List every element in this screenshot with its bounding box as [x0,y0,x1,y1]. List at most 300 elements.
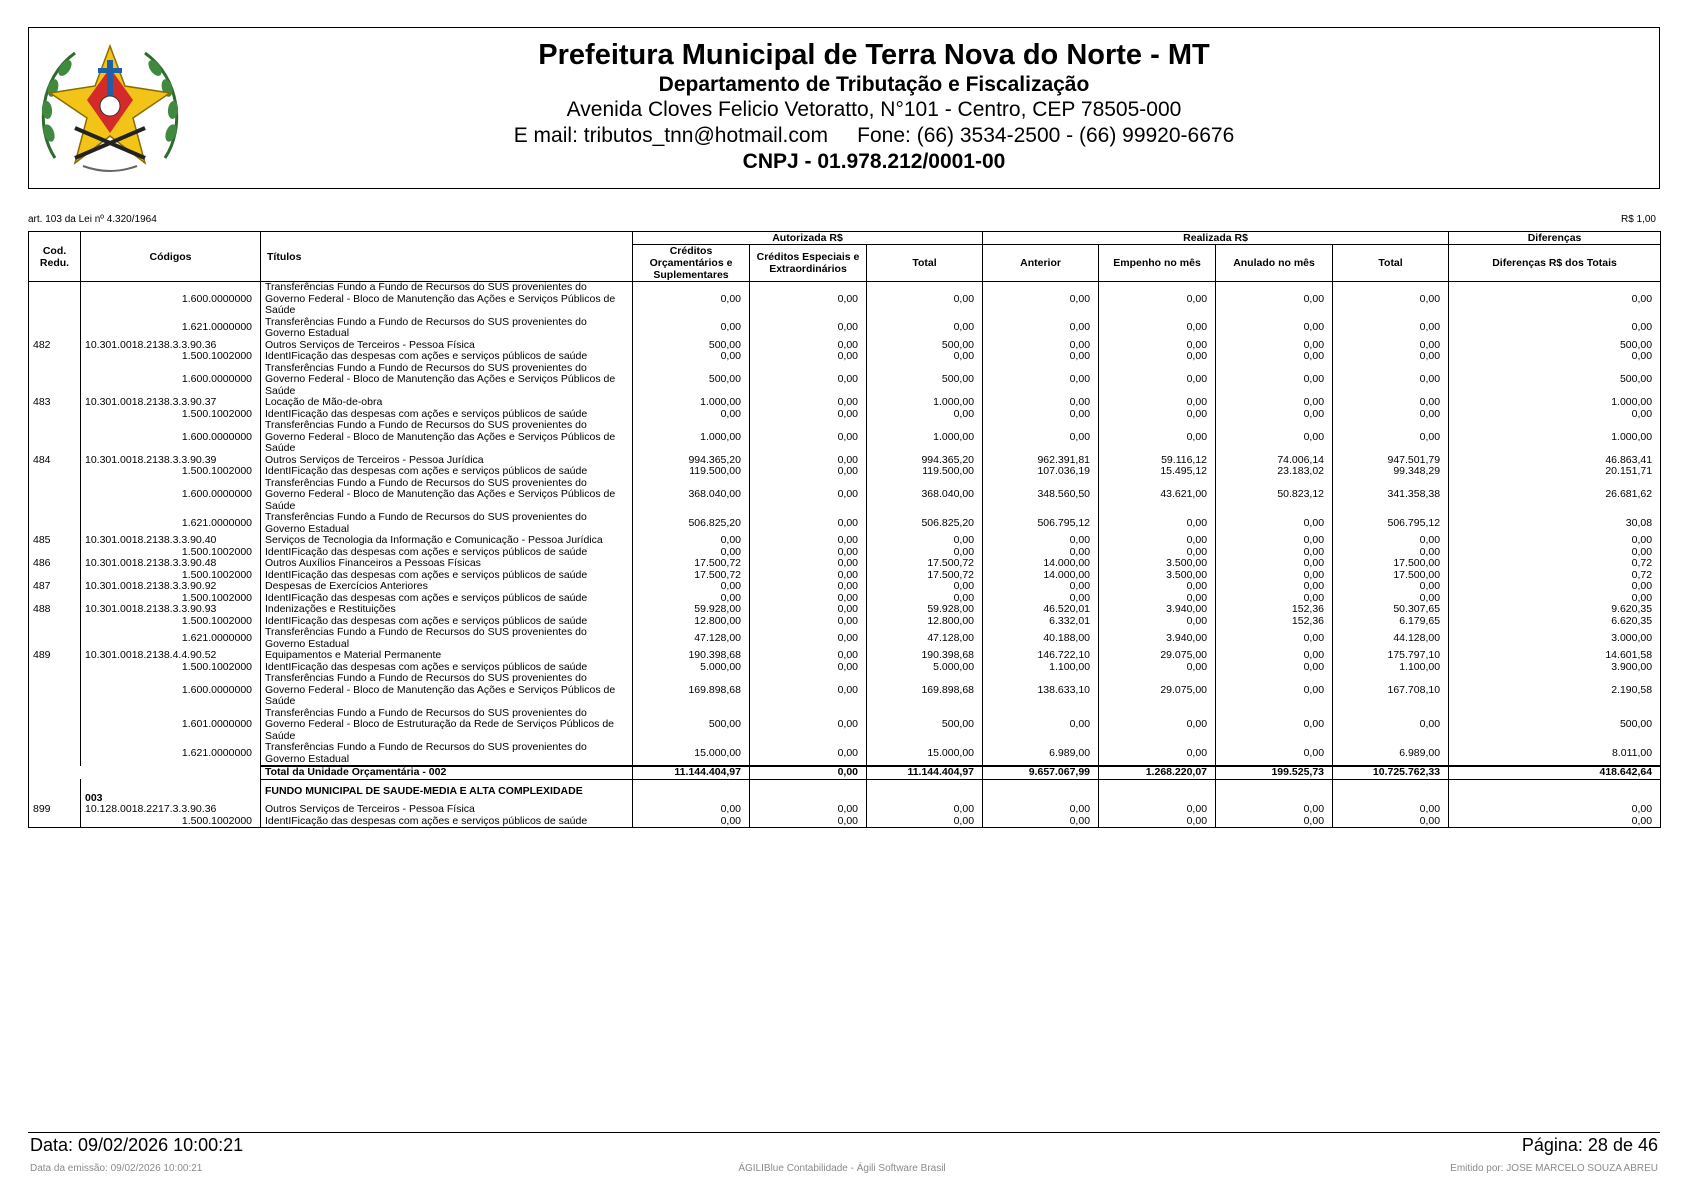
value-cell: 46.863,41 [1449,455,1661,467]
value-cell: 46.520,01 [983,604,1099,616]
value-cell: 0,72 [1449,570,1661,582]
value-cell: 0,00 [983,397,1099,409]
value-cell: 0,00 [983,816,1099,828]
value-cell: 1.100,00 [1333,662,1449,674]
value-cell: 0,00 [1449,535,1661,547]
value-cell: 59.116,12 [1099,455,1216,467]
cod-redu: 485 [29,535,81,547]
value-cell: 1.000,00 [633,420,750,455]
cod-redu: 484 [29,455,81,467]
total-value: 11.144.404,97 [867,766,983,779]
table-body-continued [29,804,1661,828]
value-cell: 15.000,00 [867,742,983,766]
value-cell: 0,00 [633,547,750,559]
value-cell: 3.500,00 [1099,570,1216,582]
cod-redu [29,409,81,421]
account-code: 1.500.1002000 [81,570,261,582]
account-code: 1.600.0000000 [81,673,261,708]
value-cell: 0,00 [1216,535,1333,547]
table-row [29,351,1661,363]
account-code: 1.500.1002000 [81,816,261,828]
table-row [29,512,1661,535]
table-row [29,673,1661,708]
value-cell: 506.825,20 [633,512,750,535]
cod-redu: 487 [29,581,81,593]
value-cell: 0,00 [1449,351,1661,363]
value-cell: 0,00 [983,351,1099,363]
value-cell: 0,00 [750,466,867,478]
account-title: Locação de Mão-de-obra [261,397,633,409]
value-cell: 0,00 [1333,340,1449,352]
value-cell: 0,00 [1216,547,1333,559]
value-cell: 0,00 [1099,512,1216,535]
account-title: Despesas de Exercícios Anteriores [261,581,633,593]
value-cell: 0,00 [750,535,867,547]
value-cell: 500,00 [1449,363,1661,398]
account-code: 1.621.0000000 [81,317,261,340]
value-cell: 14.601,58 [1449,650,1661,662]
account-title: Outros Serviços de Terceiros - Pessoa Física [261,804,633,816]
cod-redu [29,627,81,650]
value-cell: 26.681,62 [1449,478,1661,513]
account-title: Serviços de Tecnologia da Informação e Comunicação - Pessoa Jurídica [261,535,633,547]
account-title: IdentIFicação das despesas com ações e serviços públicos de saúde [261,351,633,363]
value-cell: 500,00 [867,340,983,352]
value-cell: 1.000,00 [867,420,983,455]
value-cell: 0,00 [633,804,750,816]
value-cell: 0,00 [750,478,867,513]
table-row [29,650,1661,662]
value-cell: 3.000,00 [1449,627,1661,650]
value-cell: 0,00 [750,581,867,593]
value-cell: 6.332,01 [983,616,1099,628]
account-code: 1.601.0000000 [81,708,261,743]
cod-redu [29,317,81,340]
account-title: IdentIFicação das despesas com ações e serviços públicos de saúde [261,616,633,628]
table-row [29,816,1661,828]
value-cell: 47.128,00 [633,627,750,650]
account-title: Transferências Fundo a Fundo de Recursos do SUS provenientes do Governo Estadual [261,627,633,650]
account-title: IdentIFicação das despesas com ações e serviços públicos de saúde [261,593,633,605]
value-cell: 0,00 [1216,282,1333,317]
value-cell: 0,00 [1333,816,1449,828]
value-cell: 3.940,00 [1099,604,1216,616]
value-cell: 962.391,81 [983,455,1099,467]
col-cod: Cod. Redu. [29,232,81,282]
value-cell: 44.128,00 [1333,627,1449,650]
value-cell: 0,00 [750,627,867,650]
cod-redu [29,616,81,628]
col-total-realizada: Total [1333,245,1449,282]
value-cell: 0,00 [867,282,983,317]
value-cell: 341.358,38 [1333,478,1449,513]
col-creditos-especiais: Créditos Especiais e Extraordinários [750,245,867,282]
budget-table [28,231,1661,828]
value-cell: 0,00 [633,282,750,317]
value-cell: 0,00 [983,409,1099,421]
value-cell: 0,72 [1449,558,1661,570]
value-cell: 1.000,00 [867,397,983,409]
value-cell: 0,00 [1216,409,1333,421]
value-cell: 0,00 [1216,570,1333,582]
cod-redu [29,816,81,828]
value-cell: 0,00 [1099,593,1216,605]
value-cell: 0,00 [1333,282,1449,317]
unit-title: FUNDO MUNICIPAL DE SAUDE-MEDIA E ALTA COMPLEXIDADE [261,779,633,804]
value-cell: 17.500,72 [633,570,750,582]
total-value: 418.642,64 [1449,766,1661,779]
value-cell: 0,00 [1333,547,1449,559]
account-title: IdentIFicação das despesas com ações e serviços públicos de saúde [261,547,633,559]
table-header [29,232,1661,282]
value-cell: 0,00 [1216,708,1333,743]
footer-emission-date: Data da emissão: 09/02/2026 10:00:21 [30,1163,203,1174]
value-cell: 0,00 [1099,363,1216,398]
table-row [29,397,1661,409]
value-cell: 0,00 [1216,340,1333,352]
value-cell: 0,00 [1333,581,1449,593]
table-row [29,478,1661,513]
account-title: IdentIFicação das despesas com ações e serviços públicos de saúde [261,570,633,582]
value-cell: 12.800,00 [633,616,750,628]
account-title: Transferências Fundo a Fundo de Recursos do SUS provenientes do Governo Federal - Bloco de Manutenção das Ações e Serviços Públicos de Saúde [261,363,633,398]
value-cell: 0,00 [1333,708,1449,743]
value-cell: 0,00 [750,420,867,455]
value-cell: 0,00 [1216,662,1333,674]
value-cell: 0,00 [750,351,867,363]
cod-redu [29,662,81,674]
value-cell: 190.398,68 [633,650,750,662]
value-cell: 169.898,68 [867,673,983,708]
unit-code: 003 [81,779,261,804]
value-cell: 17.500,72 [867,558,983,570]
account-code: 10.301.0018.2138.3.3.90.48 [81,558,261,570]
value-cell: 0,00 [1216,804,1333,816]
value-cell: 169.898,68 [633,673,750,708]
value-cell: 1.000,00 [1449,420,1661,455]
value-cell: 0,00 [1333,351,1449,363]
table-row [29,282,1661,317]
value-cell: 3.900,00 [1449,662,1661,674]
table-row [29,627,1661,650]
value-cell: 0,00 [1216,512,1333,535]
value-cell: 0,00 [1099,397,1216,409]
account-title: Transferências Fundo a Fundo de Recursos do SUS provenientes do Governo Estadual [261,512,633,535]
value-cell: 0,00 [750,340,867,352]
value-cell: 0,00 [1449,816,1661,828]
cod-redu [29,351,81,363]
value-cell: 17.500,00 [1333,570,1449,582]
account-code: 10.301.0018.2138.3.3.90.39 [81,455,261,467]
table-total [29,766,1661,804]
cod-redu [29,363,81,398]
value-cell: 0,00 [867,317,983,340]
value-cell: 0,00 [750,317,867,340]
value-cell: 12.800,00 [867,616,983,628]
cod-redu: 482 [29,340,81,352]
value-cell: 0,00 [1216,351,1333,363]
value-cell: 190.398,68 [867,650,983,662]
table-row [29,466,1661,478]
account-title: Transferências Fundo a Fundo de Recursos do SUS provenientes do Governo Federal - Bloco de Estruturação da Rede de Serviços Públicos de Saúde [261,708,633,743]
footer-divider [28,1132,1660,1133]
value-cell: 500,00 [633,363,750,398]
value-cell: 0,00 [1216,317,1333,340]
total-value: 9.657.067,99 [983,766,1099,779]
group-realizada: Realizada R$ [983,232,1449,245]
account-code: 1.500.1002000 [81,409,261,421]
account-code: 1.600.0000000 [81,282,261,317]
law-reference: art. 103 da Lei nº 4.320/1964 [28,214,157,225]
account-code: 1.621.0000000 [81,512,261,535]
header-contact: E mail: tributos_tnn@hotmail.com Fone: (66) 3534-2500 - (66) 99920-6676 [513,124,1235,147]
value-cell: 506.795,12 [983,512,1099,535]
account-code: 10.301.0018.2138.3.3.90.92 [81,581,261,593]
footer-page-number: Página: 28 de 46 [1521,1135,1658,1155]
value-cell: 0,00 [1449,409,1661,421]
value-cell: 0,00 [983,282,1099,317]
value-cell: 0,00 [750,455,867,467]
value-cell: 0,00 [1099,804,1216,816]
value-cell: 138.633,10 [983,673,1099,708]
account-code: 1.600.0000000 [81,363,261,398]
value-cell: 0,00 [1099,708,1216,743]
value-cell: 0,00 [1099,662,1216,674]
value-cell: 6.620,35 [1449,616,1661,628]
value-cell: 0,00 [867,804,983,816]
value-cell: 119.500,00 [867,466,983,478]
value-cell: 6.989,00 [1333,742,1449,766]
value-cell: 0,00 [750,570,867,582]
account-code: 10.301.0018.2138.3.3.90.36 [81,340,261,352]
col-anterior: Anterior [983,245,1099,282]
value-cell: 20.151,71 [1449,466,1661,478]
col-diferencas: Diferenças R$ dos Totais [1449,245,1661,282]
account-title: IdentIFicação das despesas com ações e serviços públicos de saúde [261,409,633,421]
value-cell: 0,00 [1216,420,1333,455]
group-autorizada: Autorizada R$ [633,232,983,245]
value-cell: 0,00 [983,804,1099,816]
value-cell: 0,00 [1333,397,1449,409]
value-cell: 0,00 [750,282,867,317]
header-title: Prefeitura Municipal de Terra Nova do Norte - MT [538,39,1210,71]
value-cell: 0,00 [1333,409,1449,421]
account-code: 1.500.1002000 [81,662,261,674]
cod-redu: 483 [29,397,81,409]
value-cell: 0,00 [1449,593,1661,605]
value-cell: 368.040,00 [633,478,750,513]
table-row [29,708,1661,743]
total-value: 0,00 [750,766,867,779]
value-cell: 6.179,65 [1333,616,1449,628]
table-row [29,742,1661,766]
value-cell: 0,00 [1216,397,1333,409]
value-cell: 500,00 [1449,708,1661,743]
value-cell: 50.823,12 [1216,478,1333,513]
value-cell: 5.000,00 [867,662,983,674]
account-title: Transferências Fundo a Fundo de Recursos do SUS provenientes do Governo Estadual [261,317,633,340]
value-cell: 994.365,20 [867,455,983,467]
value-cell: 500,00 [867,708,983,743]
value-cell: 0,00 [1333,535,1449,547]
account-code: 1.621.0000000 [81,627,261,650]
value-cell: 0,00 [1449,581,1661,593]
value-cell: 0,00 [750,363,867,398]
value-cell: 0,00 [750,397,867,409]
value-cell: 500,00 [633,708,750,743]
value-cell: 0,00 [983,420,1099,455]
value-cell: 0,00 [1099,317,1216,340]
table-row [29,317,1661,340]
value-cell: 0,00 [1216,558,1333,570]
account-title: Transferências Fundo a Fundo de Recursos do SUS provenientes do Governo Federal - Bloco de Manutenção das Ações e Serviços Públicos de Saúde [261,478,633,513]
value-cell: 8.011,00 [1449,742,1661,766]
value-cell: 0,00 [1099,351,1216,363]
value-cell: 0,00 [750,558,867,570]
value-cell: 0,00 [983,547,1099,559]
value-cell: 0,00 [1099,535,1216,547]
value-cell: 0,00 [1333,593,1449,605]
value-cell: 368.040,00 [867,478,983,513]
table-row [29,363,1661,398]
value-cell: 0,00 [750,742,867,766]
value-cell: 0,00 [1449,317,1661,340]
value-cell: 167.708,10 [1333,673,1449,708]
value-cell: 0,00 [983,363,1099,398]
value-cell: 0,00 [1216,593,1333,605]
table-row [29,604,1661,616]
value-cell: 5.000,00 [633,662,750,674]
value-cell: 29.075,00 [1099,673,1216,708]
account-title: Transferências Fundo a Fundo de Recursos do SUS provenientes do Governo Estadual [261,742,633,766]
value-cell: 1.000,00 [1449,397,1661,409]
value-cell: 0,00 [1099,581,1216,593]
value-cell: 0,00 [633,816,750,828]
value-cell: 2.190,58 [1449,673,1661,708]
value-cell: 0,00 [1099,547,1216,559]
col-titulos: Títulos [261,232,633,282]
table-body [29,282,1661,767]
account-title: Equipamentos e Material Permanente [261,650,633,662]
value-cell: 175.797,10 [1333,650,1449,662]
account-code: 1.600.0000000 [81,420,261,455]
value-cell: 0,00 [750,512,867,535]
value-cell: 0,00 [633,317,750,340]
table-row [29,535,1661,547]
value-cell: 0,00 [1449,804,1661,816]
value-cell: 0,00 [1099,282,1216,317]
value-cell: 0,00 [633,535,750,547]
value-cell: 47.128,00 [867,627,983,650]
footer-emitted-by: Emitido por: JOSE MARCELO SOUZA ABREU [1450,1163,1658,1174]
table-row [29,804,1661,816]
account-title: Outros Serviços de Terceiros - Pessoa Física [261,340,633,352]
value-cell: 500,00 [867,363,983,398]
value-cell: 0,00 [983,708,1099,743]
value-cell: 74.006,14 [1216,455,1333,467]
value-cell: 0,00 [750,593,867,605]
value-cell: 29.075,00 [1099,650,1216,662]
value-cell: 0,00 [1449,547,1661,559]
value-cell: 0,00 [750,804,867,816]
col-creditos-orcamentarios: Créditos Orçamentários e Suplementares [633,245,750,282]
value-cell: 0,00 [1216,627,1333,650]
header-address: Avenida Cloves Felicio Vetoratto, N°101 - Centro, CEP 78505-000 [566,98,1182,121]
cod-redu: 488 [29,604,81,616]
account-code: 1.621.0000000 [81,742,261,766]
value-cell: 1.000,00 [633,397,750,409]
value-cell: 0,00 [1099,420,1216,455]
value-cell: 99.348,29 [1333,466,1449,478]
value-cell: 59.928,00 [867,604,983,616]
value-cell: 0,00 [750,604,867,616]
cod-redu [29,282,81,317]
value-cell: 0,00 [1216,650,1333,662]
value-cell: 0,00 [750,673,867,708]
value-cell: 40.188,00 [983,627,1099,650]
value-cell: 152,36 [1216,604,1333,616]
header-department: Departamento de Tributação e Fiscalização [658,73,1090,96]
value-cell: 0,00 [1333,420,1449,455]
value-cell: 0,00 [867,409,983,421]
account-title: Outros Serviços de Terceiros - Pessoa Jurídica [261,455,633,467]
account-code: 10.301.0018.2138.4.4.90.52 [81,650,261,662]
table-row [29,581,1661,593]
value-cell: 0,00 [983,340,1099,352]
cod-redu [29,478,81,513]
cod-redu: 899 [29,804,81,816]
account-title: IdentIFicação das despesas com ações e serviços públicos de saúde [261,662,633,674]
value-cell: 0,00 [1216,673,1333,708]
value-cell: 30,08 [1449,512,1661,535]
account-title: IdentIFicação das despesas com ações e serviços públicos de saúde [261,816,633,828]
value-cell: 0,00 [750,708,867,743]
value-cell: 0,00 [1099,616,1216,628]
value-cell: 43.621,00 [1099,478,1216,513]
value-cell: 17.500,72 [867,570,983,582]
value-cell: 500,00 [1449,340,1661,352]
value-cell: 15.495,12 [1099,466,1216,478]
value-cell: 14.000,00 [983,558,1099,570]
currency-unit: R$ 1,00 [1620,214,1656,225]
cod-redu [29,673,81,708]
value-cell: 0,00 [1216,581,1333,593]
account-code: 10.301.0018.2138.3.3.90.37 [81,397,261,409]
value-cell: 14.000,00 [983,570,1099,582]
col-empenho: Empenho no mês [1099,245,1216,282]
value-cell: 0,00 [983,535,1099,547]
value-cell: 0,00 [1216,742,1333,766]
account-title: Transferências Fundo a Fundo de Recursos do SUS provenientes do Governo Federal - Bloco de Manutenção das Ações e Serviços Públicos de Saúde [261,673,633,708]
account-title: IdentIFicação das despesas com ações e serviços públicos de saúde [261,466,633,478]
value-cell: 59.928,00 [633,604,750,616]
value-cell: 0,00 [1216,816,1333,828]
value-cell: 3.940,00 [1099,627,1216,650]
col-total-autorizada: Total [867,245,983,282]
value-cell: 0,00 [1333,363,1449,398]
value-cell: 0,00 [1099,409,1216,421]
value-cell: 107.036,19 [983,466,1099,478]
value-cell: 0,00 [1099,816,1216,828]
value-cell: 0,00 [983,581,1099,593]
value-cell: 0,00 [867,547,983,559]
account-code: 10.128.0018.2217.3.3.90.36 [81,804,261,816]
value-cell: 0,00 [867,816,983,828]
total-value: 1.268.220,07 [1099,766,1216,779]
value-cell: 152,36 [1216,616,1333,628]
value-cell: 0,00 [633,351,750,363]
account-code: 10.301.0018.2138.3.3.90.93 [81,604,261,616]
